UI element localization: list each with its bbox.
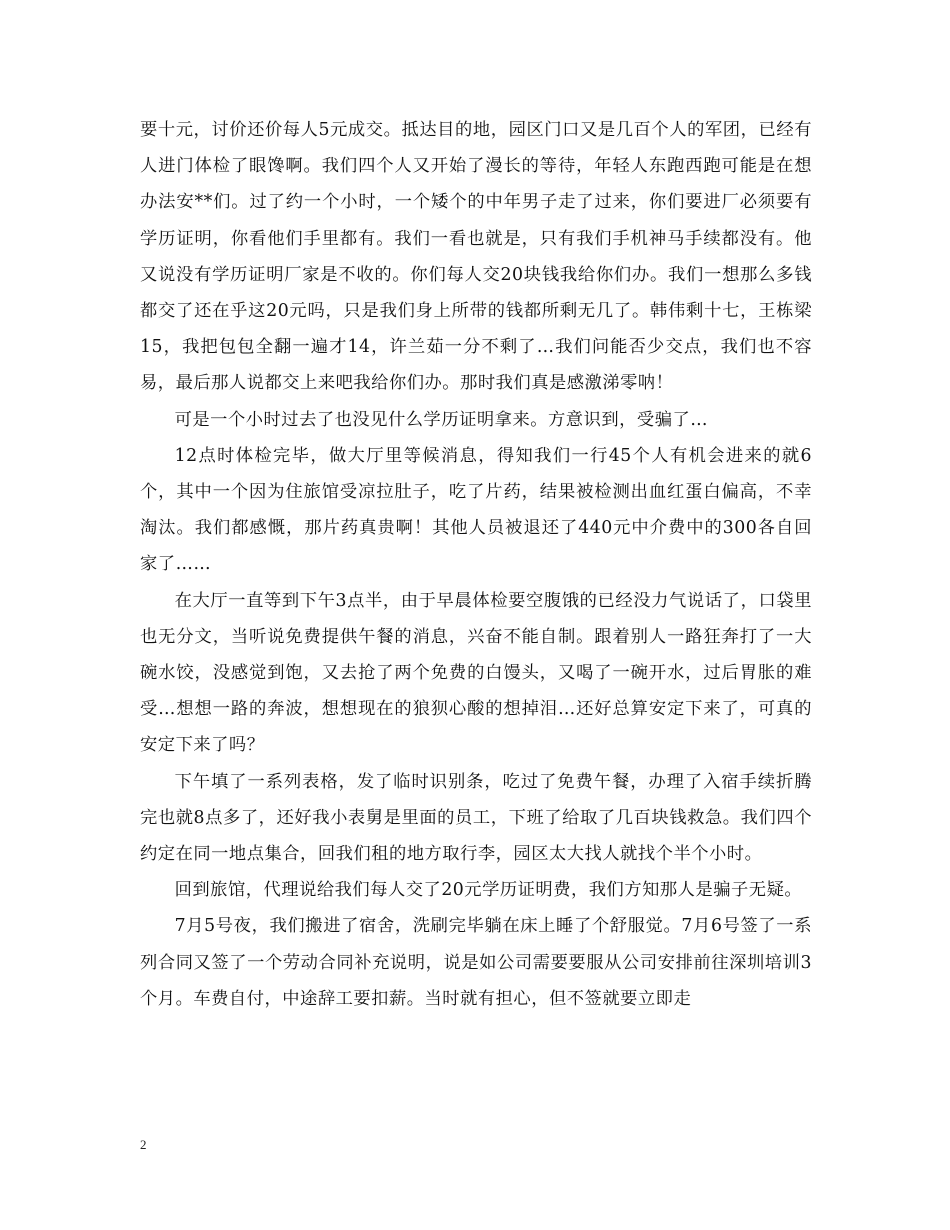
body-text	[140, 112, 812, 1017]
paragraph-6: 回到旅馆，代理说给我们每人交了20元学历证明费，我们方知那人是骗子无疑。	[174, 880, 803, 901]
page-number: 2	[140, 1137, 147, 1152]
paragraph-2: 可是一个小时过去了也没见什么学历证明拿来。方意识到，受骗了…	[174, 409, 709, 430]
paragraph-1: 要十元，讨价还价每人5元成交。抵达目的地，园区门口又是几百个人的军团，已经有人进门体检了眼馋啊。我们四个人又开始了漫长的等待，年轻人东跑西跑可能是在想办法安**们。过了约一个小时，一个矮个的中年男子走了过来，你们要进厂必须要有学历证明，你看他们手里都有。我们一看也就是，只有我们手机神马手续都没有。他又说没有学历证明厂家是不收的。你们每人交20块钱我给你们办。我们一想那么多钱都交了还在乎这20元吗，只是我们身上所带的钱都所剩无几了。韩伟剩十七，王栋梁15，我把包包全翻一遍才14，许兰茹一分不剩了…我们问能否少交点，我们也不容易，最后那人说都交上来吧我给你们办。那时我们真是感激涕零呐！	[140, 120, 812, 394]
paragraph-5: 下午填了一系列表格，发了临时识别条，吃过了免费午餐，办理了入宿手续折腾完也就8点多了，还好我小表舅是里面的员工，下班了给取了几百块钱救急。我们四个约定在同一地点集合，回我们租的地方取行李，园区太大找人就找个半个小时。	[140, 771, 812, 865]
paragraph-4: 在大厅一直等到下午3点半，由于早晨体检要空腹饿的已经没力气说话了，口袋里也无分文，当听说免费提供午餐的消息，兴奋不能自制。跟着别人一路狂奔打了一大碗水饺，没感觉到饱，又去抢了两个免费的白馒头，又喝了一碗开水，过后胃胀的难受…想想一路的奔波，想想现在的狼狈心酸的想掉泪…还好总算安定下来了，可真的安定下来了吗？	[140, 590, 812, 756]
paragraph-7: 7月5号夜，我们搬进了宿舍，洗刷完毕躺在床上睡了个舒服觉。7月6号签了一系列合同又签了一个劳动合同补充说明，说是如公司需要要服从公司安排前往深圳培训3个月。车费自付，中途辞工要扣薪。当时就有担心，但不签就要立即走	[140, 916, 812, 1009]
paragraph-3: 12点时体检完毕，做大厅里等候消息，得知我们一行45个人有机会进来的就6个，其中一个因为住旅馆受凉拉肚子，吃了片药，结果被检测出血红蛋白偏高，不幸淘汰。我们都感慨，那片药真贵啊！其他人员被退还了440元中介费中的300各自回家了……	[140, 445, 812, 575]
